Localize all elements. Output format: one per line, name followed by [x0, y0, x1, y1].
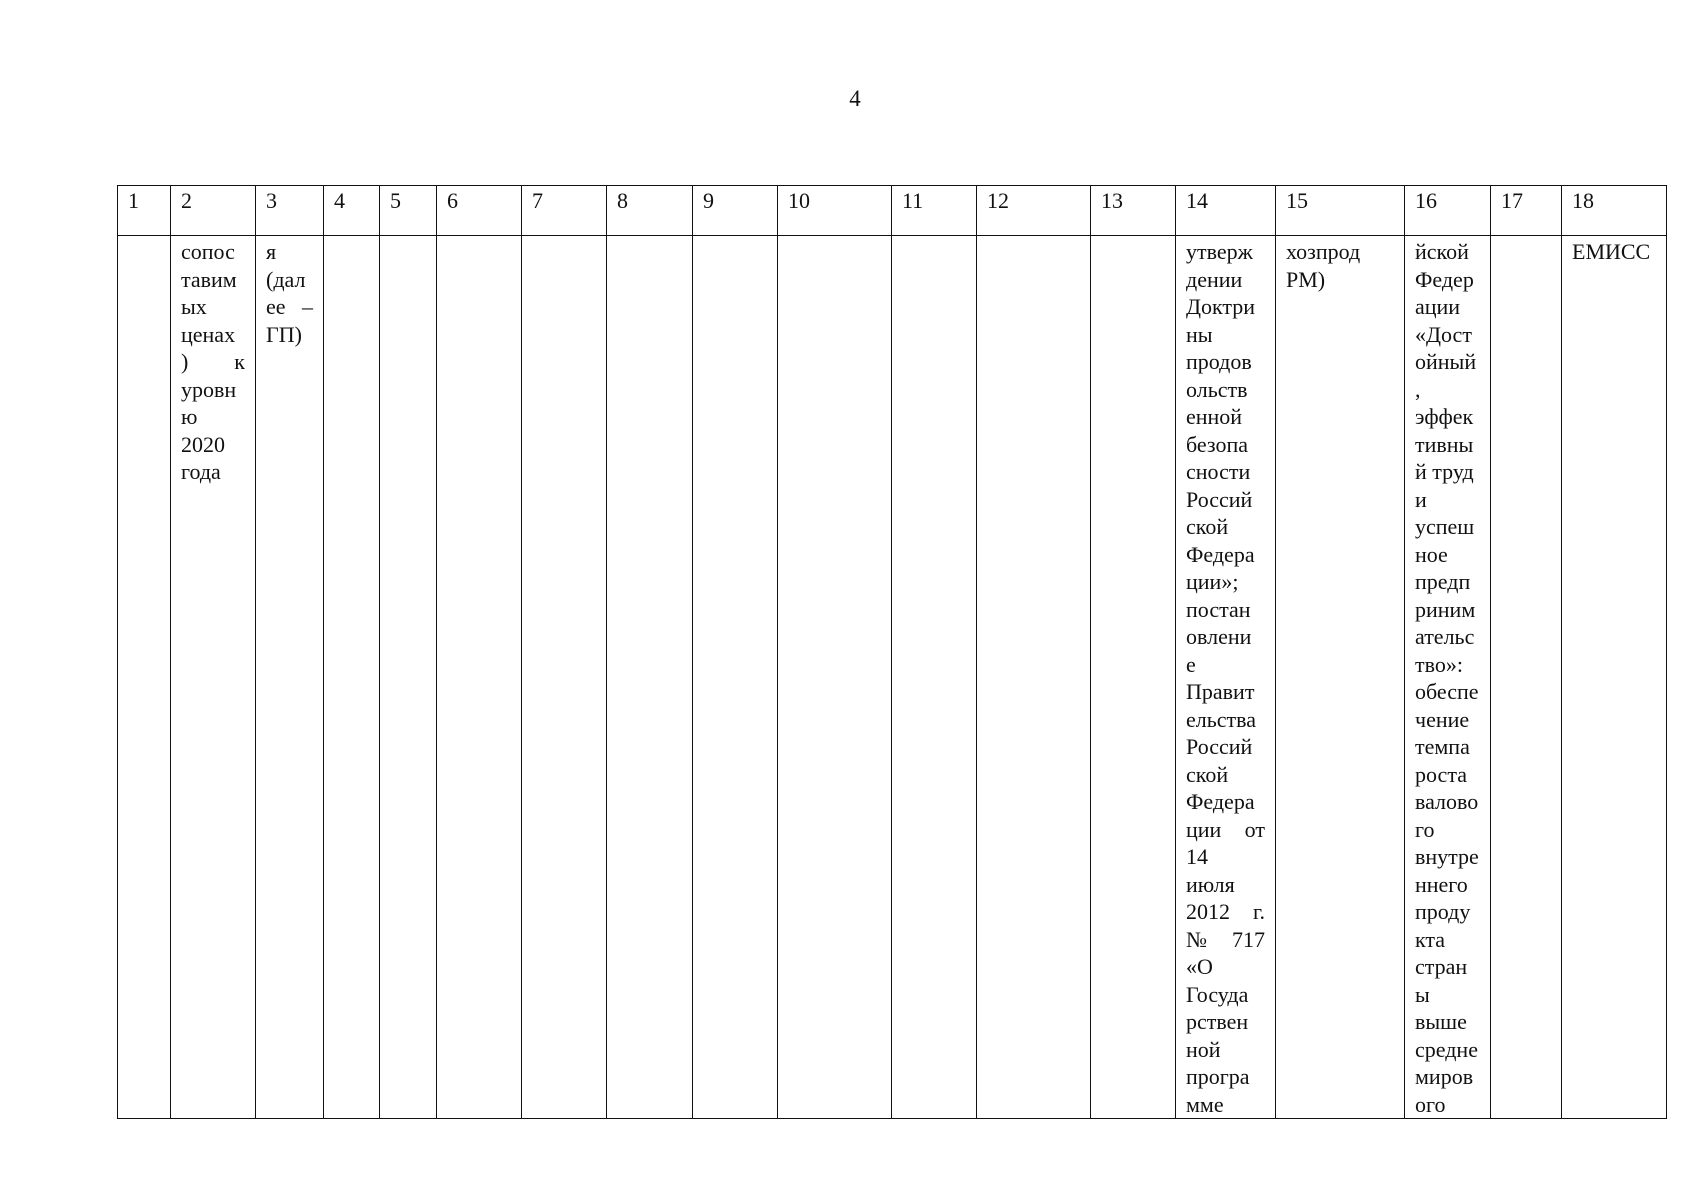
cell-text-line: ации	[1415, 294, 1461, 319]
page-number: 4	[849, 86, 861, 111]
cell-text-line: миров	[1415, 1064, 1474, 1089]
table-row	[118, 236, 1667, 1119]
cell-text-line: ской	[1186, 514, 1229, 539]
cell-text-line: сности	[1186, 459, 1251, 484]
cell-text-line: РМ)	[1286, 266, 1326, 292]
cell-text-line: Госуда	[1186, 981, 1249, 1007]
cell-col-8	[607, 236, 693, 1119]
cell-text-line: Россий	[1186, 486, 1253, 512]
cell-col-5	[380, 236, 437, 1119]
cell-text-line: 14	[1186, 844, 1208, 869]
cell-text-line: продов	[1186, 349, 1252, 374]
cell-col-16	[1405, 236, 1491, 1119]
cell-col-2	[171, 236, 256, 1119]
column-header-17: 17	[1491, 186, 1562, 236]
cell-col-12	[977, 236, 1091, 1119]
cell-text-line: ательс	[1415, 624, 1475, 649]
cell-text-line: Федера	[1186, 541, 1255, 567]
cell-text-line: чение	[1415, 706, 1470, 732]
column-header-14: 14	[1176, 186, 1276, 236]
cell-text-line: внутре	[1415, 844, 1479, 869]
cell-text-line: я	[266, 239, 277, 264]
cell-text-line: уровн	[181, 376, 237, 402]
cell-text-line: ГП)	[266, 321, 302, 347]
cell-text-line: «О	[1186, 954, 1213, 979]
cell-text-line: ции»;	[1186, 569, 1239, 594]
cell-col-9	[693, 236, 778, 1119]
column-header-6: 6	[437, 186, 522, 236]
cell-text-line: года	[181, 459, 221, 484]
cell-col-17	[1491, 236, 1562, 1119]
cell-text-line: ции от	[1186, 816, 1265, 842]
cell-text-line: июля	[1186, 871, 1235, 897]
cell-text-line: дении	[1186, 266, 1243, 292]
cell-text-line: ценах	[181, 321, 236, 347]
cell-text-line: валово	[1415, 789, 1479, 814]
cell-col-6	[437, 236, 522, 1119]
cell-text-line: мме	[1186, 1091, 1224, 1117]
column-header-13: 13	[1091, 186, 1176, 236]
cell-text-line: эффек	[1415, 404, 1474, 429]
cell-text-line: роста	[1415, 761, 1467, 787]
cell-text-line: Федера	[1186, 789, 1255, 814]
cell-col-10	[778, 236, 892, 1119]
cell-text-line: йской	[1415, 239, 1469, 264]
column-header-7: 7	[522, 186, 607, 236]
cell-text-line: сопос	[181, 239, 235, 264]
cell-col-14	[1176, 236, 1276, 1119]
cell-text-line: выше	[1415, 1009, 1467, 1034]
cell-text-line: тво»:	[1415, 651, 1463, 677]
cell-text-line: енной	[1186, 404, 1243, 429]
cell-text-line: го	[1415, 816, 1435, 842]
cell-text-line: ной	[1186, 1036, 1221, 1062]
cell-text-line: ннего	[1415, 871, 1468, 897]
column-header-9: 9	[693, 186, 778, 236]
cell-text-line: ны	[1186, 321, 1213, 347]
cell-text-line: Россий	[1186, 734, 1253, 759]
cell-text-line: постан	[1186, 596, 1251, 622]
cell-col-13	[1091, 236, 1176, 1119]
cell-text-line: «Дост	[1415, 321, 1472, 347]
cell-text-line: ольств	[1186, 376, 1248, 402]
cell-col-15	[1276, 236, 1405, 1119]
cell-text-line: овлени	[1186, 624, 1252, 649]
column-header-18: 18	[1562, 186, 1667, 236]
cell-text-line: ЕМИСС	[1572, 239, 1651, 264]
cell-text-line: и	[1415, 486, 1427, 512]
indicators-table	[117, 185, 1667, 1119]
cell-text-line: Правит	[1186, 679, 1255, 704]
cell-text-line: 2020	[181, 431, 225, 457]
cell-col-4	[324, 236, 380, 1119]
cell-text-line: тавим	[181, 266, 237, 292]
cell-text-line: Доктри	[1186, 294, 1256, 319]
cell-col-11	[892, 236, 977, 1119]
cell-text-line: безопа	[1186, 431, 1249, 457]
cell-text-line: ы	[1415, 981, 1430, 1007]
cell-text-line: ное	[1415, 541, 1448, 567]
cell-text-line: ,	[1415, 376, 1421, 402]
column-header-11: 11	[892, 186, 977, 236]
cell-text-line: предп	[1415, 569, 1471, 594]
column-header-2: 2	[171, 186, 256, 236]
cell-text-line: ых	[181, 294, 207, 319]
column-header-1: 1	[118, 186, 171, 236]
cell-text-line: риним	[1415, 596, 1476, 622]
cell-text-line: проду	[1415, 899, 1471, 924]
column-header-5: 5	[380, 186, 437, 236]
column-header-4: 4	[324, 186, 380, 236]
cell-text-line: рствен	[1186, 1009, 1249, 1034]
cell-text-line: утверж	[1186, 239, 1253, 264]
cell-text-line: успеш	[1415, 514, 1475, 539]
cell-col-18	[1562, 236, 1667, 1119]
cell-text-line: № 717	[1186, 926, 1265, 952]
cell-text-line: стран	[1415, 954, 1468, 979]
column-header-12: 12	[977, 186, 1091, 236]
column-header-8: 8	[607, 186, 693, 236]
cell-text-line: ее –	[266, 294, 313, 319]
cell-text-line: (дал	[266, 266, 306, 292]
cell-text-line: ельства	[1186, 706, 1257, 732]
column-header-3: 3	[256, 186, 324, 236]
column-number-row	[118, 186, 1667, 236]
cell-text-line: ойный	[1415, 349, 1477, 374]
column-header-10: 10	[778, 186, 892, 236]
cell-text-line: ого	[1415, 1091, 1446, 1117]
cell-text-line: темпа	[1415, 734, 1470, 759]
cell-text-line: й труд	[1415, 459, 1474, 484]
cell-text-line: тивны	[1415, 431, 1474, 457]
cell-text-line: е	[1186, 651, 1196, 677]
cell-col-3	[256, 236, 324, 1119]
cell-text-line: 2012 г.	[1186, 899, 1265, 924]
cell-text-line: кта	[1415, 926, 1446, 952]
column-header-16: 16	[1405, 186, 1491, 236]
cell-text-line: обеспе	[1415, 679, 1479, 704]
cell-text-line: ю	[181, 404, 198, 429]
cell-col-1	[118, 236, 171, 1119]
cell-text-line: програ	[1186, 1064, 1250, 1089]
cell-text-line: Федер	[1415, 266, 1474, 292]
cell-text-line: ской	[1186, 761, 1229, 787]
cell-col-7	[522, 236, 607, 1119]
cell-text-line: хозпрод	[1286, 239, 1361, 264]
cell-text-line: средне	[1415, 1036, 1478, 1062]
column-header-15: 15	[1276, 186, 1405, 236]
cell-text-line: ) к	[181, 349, 245, 374]
